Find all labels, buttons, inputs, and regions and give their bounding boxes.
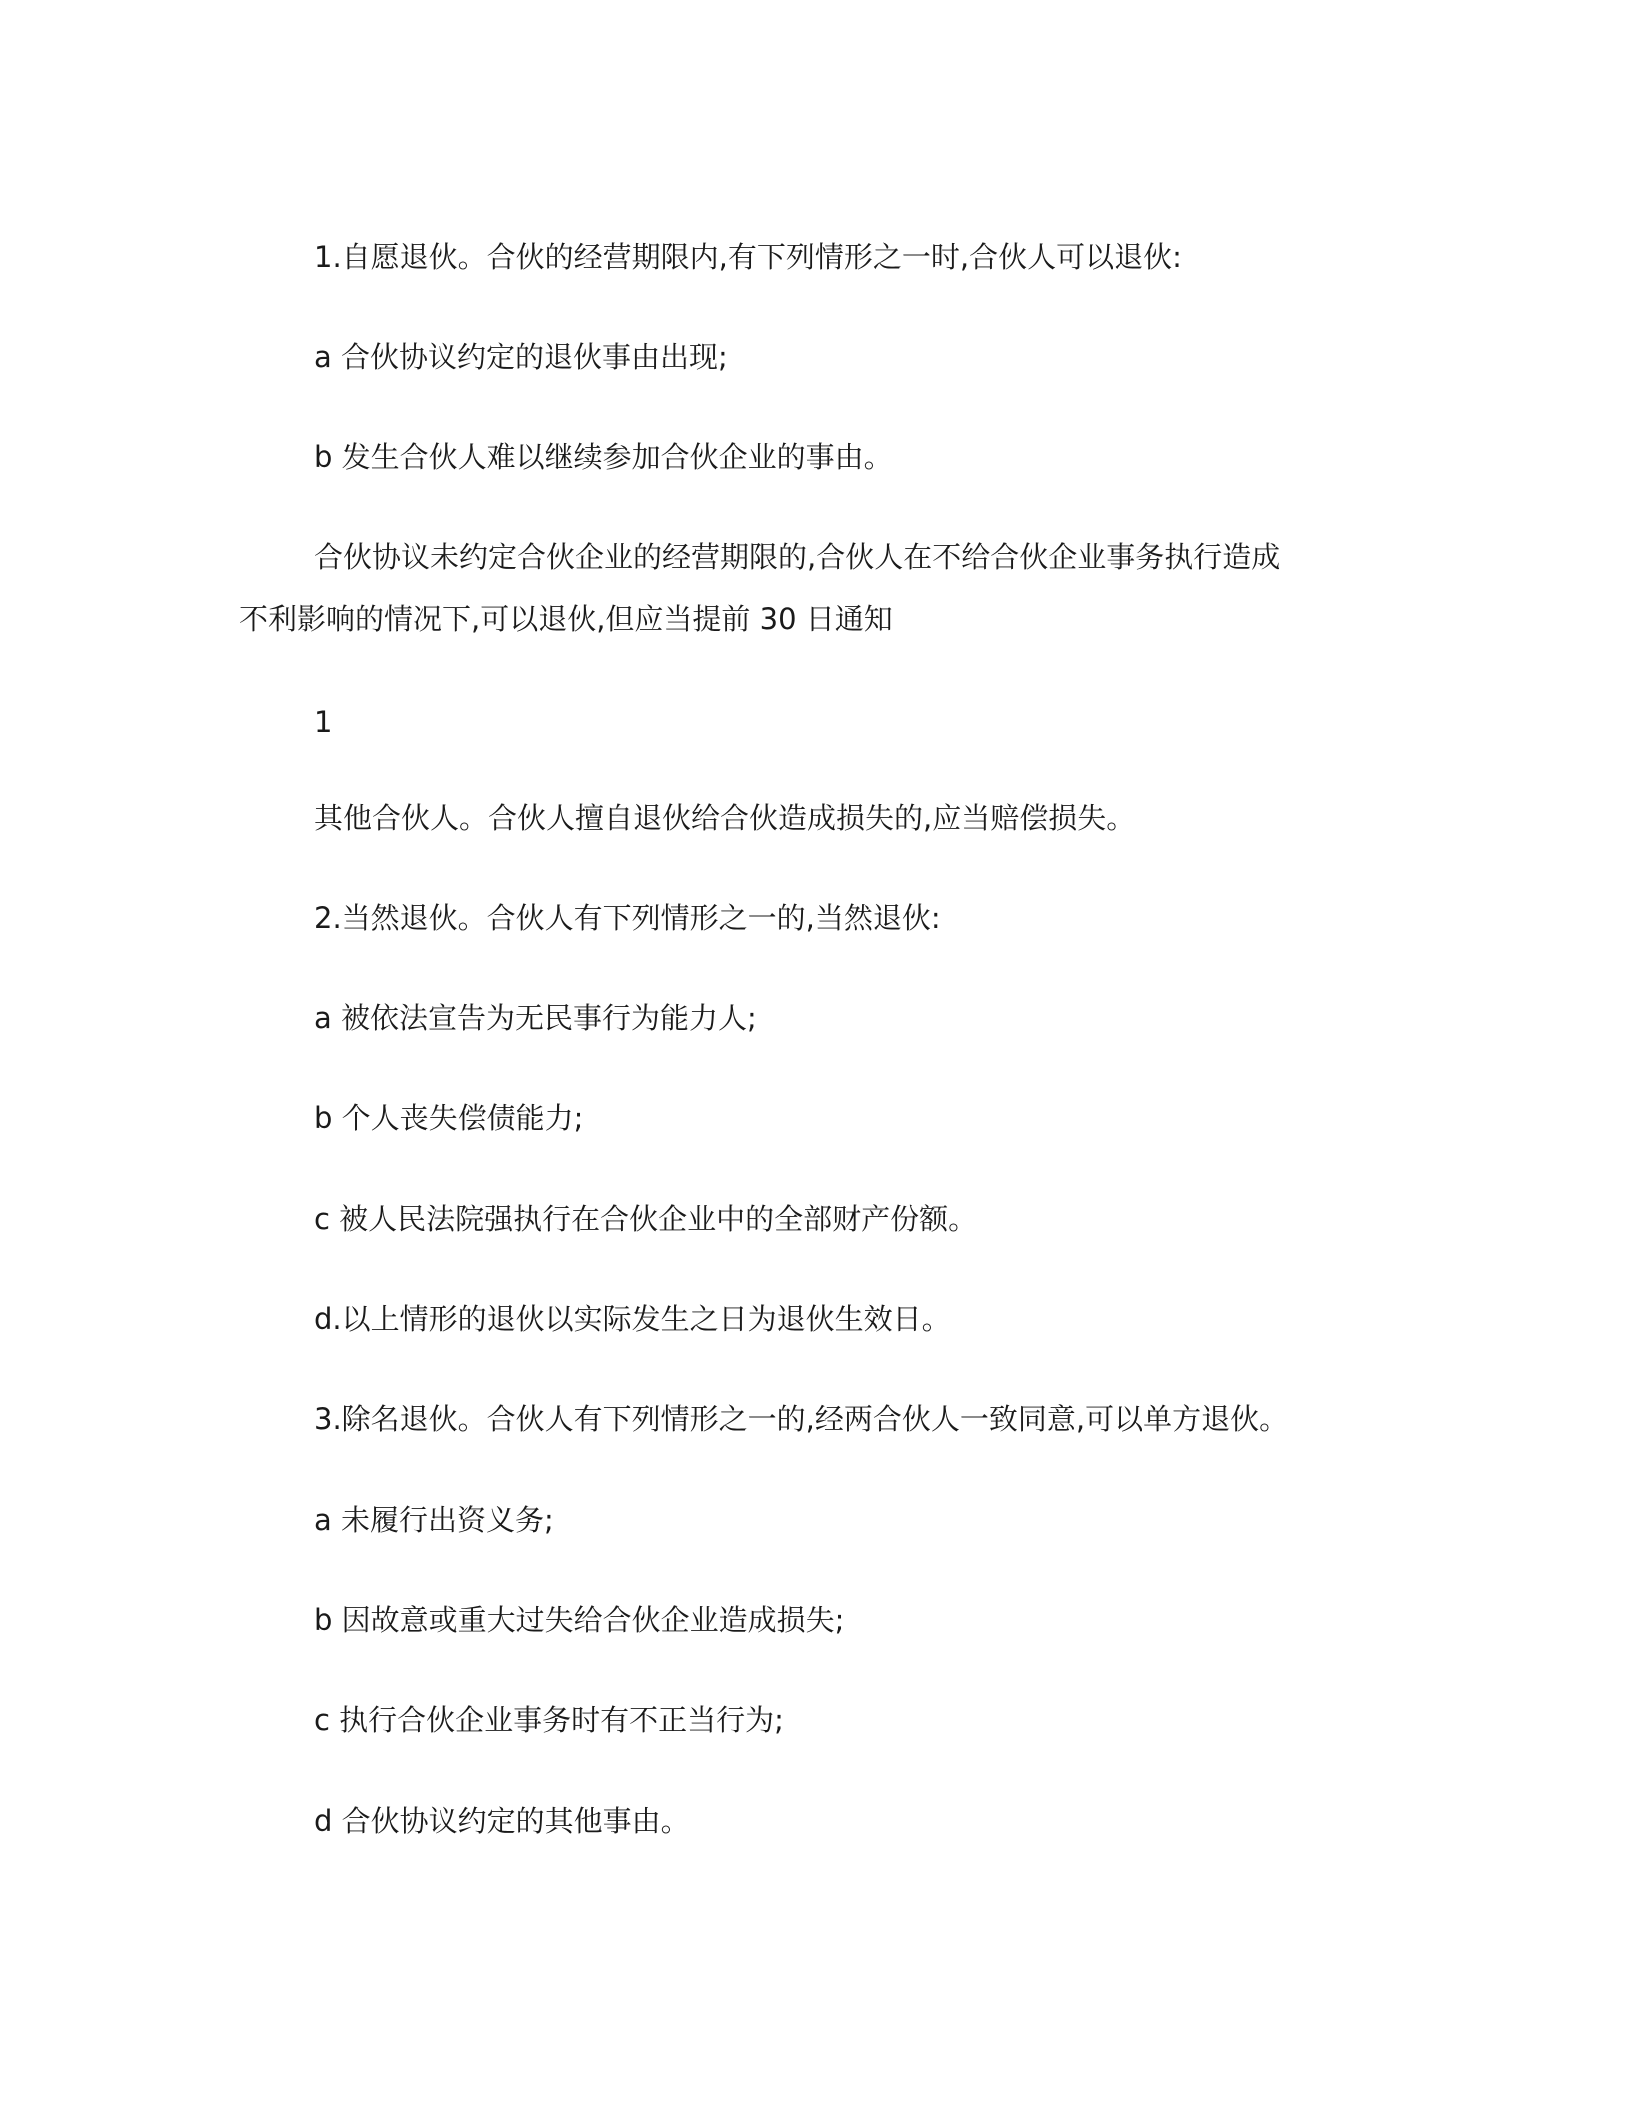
list-item-a: a 被依法宣告为无民事行为能力人; [314,1001,757,1035]
paragraph-no-term-continued: 不利影响的情况下,可以退伙,但应当提前 30 日通知 [239,602,893,636]
paragraph-expulsion: 3.除名退伙。合伙人有下列情形之一的,经两合伙人一致同意,可以单方退伙。 [314,1402,1289,1436]
list-item-b: b 发生合伙人难以继续参加合伙企业的事由。 [314,440,893,474]
paragraph-voluntary-withdrawal: 1.自愿退伙。合伙的经营期限内,有下列情形之一时,合伙人可以退伙: [314,240,1182,274]
page-number: 1 [314,705,333,739]
list-item-a: a 合伙协议约定的退伙事由出现; [314,340,728,374]
list-item-d: d 合伙协议约定的其他事由。 [314,1804,690,1838]
paragraph-other-partners: 其他合伙人。合伙人擅自退伙给合伙造成损失的,应当赔偿损失。 [314,801,1136,835]
list-item-c: c 执行合伙企业事务时有不正当行为; [314,1703,784,1737]
list-item-a: a 未履行出资义务; [314,1503,554,1537]
list-item-b: b 因故意或重大过失给合伙企业造成损失; [314,1603,845,1637]
list-item-d: d.以上情形的退伙以实际发生之日为退伙生效日。 [314,1302,951,1336]
list-item-c: c 被人民法院强执行在合伙企业中的全部财产份额。 [314,1202,978,1236]
list-item-b: b 个人丧失偿债能力; [314,1101,584,1135]
paragraph-no-term: 合伙协议未约定合伙企业的经营期限的,合伙人在不给合伙企业事务执行造成 [314,540,1281,574]
paragraph-automatic-withdrawal: 2.当然退伙。合伙人有下列情形之一的,当然退伙: [314,901,941,935]
